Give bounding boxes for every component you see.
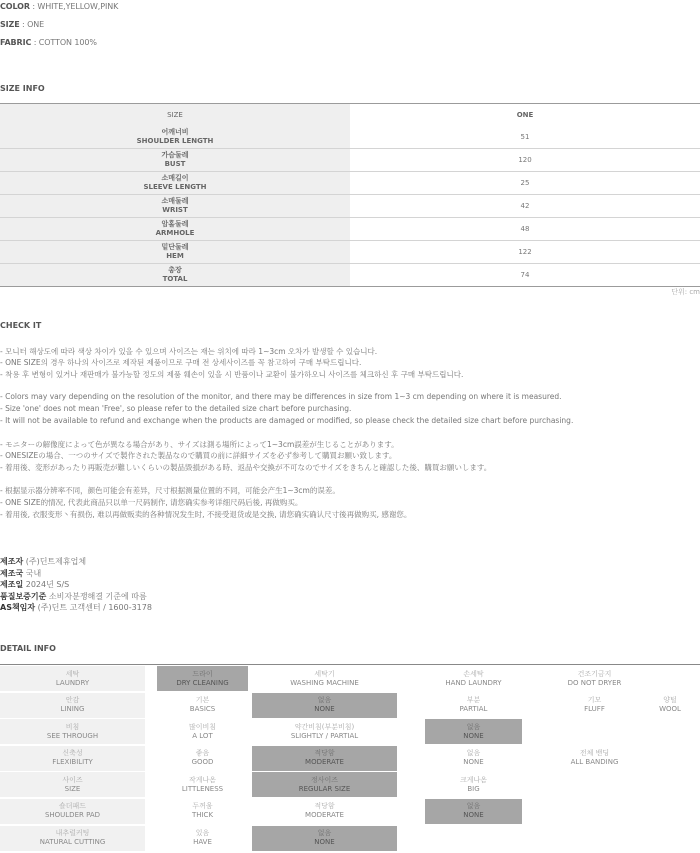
detail-option-ko: 적당함: [314, 749, 335, 758]
size-line: [0, 20, 44, 29]
size-header-value: ONE: [516, 111, 534, 119]
detail-row-label-en: NATURAL CUTTING: [39, 838, 106, 847]
size-row-label-ko: 소매둘레: [161, 197, 189, 205]
detail-row-label-ko: 사이즈: [62, 775, 83, 784]
detail-option-ko: 전체 밴딩: [579, 749, 610, 758]
detail-option-en: HAND LAUNDRY: [445, 678, 502, 687]
size-row-label-ko: 가슴둘레: [161, 151, 189, 159]
check-it-line: - 着用後、変形があったり再販売が難しいくらいの製品毀損がある時、返品や交換が不可なのでサイズをきちんと確認した後、購買お願いします。: [0, 463, 492, 472]
detail-option-ko: 기모: [587, 696, 602, 705]
size-row-label-en: TOTAL: [162, 275, 188, 283]
detail-row-label-en: SEE THROUGH: [46, 731, 99, 740]
detail-option-en: PARTIAL: [459, 705, 488, 714]
manufacture-line: [0, 568, 41, 579]
size-row-label-ko: 총장: [168, 266, 182, 274]
detail-row-label: [0, 666, 145, 691]
manufacture-key: 제조자: [0, 557, 24, 566]
size-row-label: [0, 195, 350, 217]
detail-option: [640, 693, 700, 718]
size-row-label-ko: 암홀둘레: [161, 220, 189, 228]
detail-row-label: [0, 746, 145, 771]
detail-option-ko: 드라이: [192, 669, 213, 678]
size-row-label-ko: 밑단둘레: [161, 243, 189, 251]
detail-option: [252, 693, 397, 718]
detail-option-ko: 없음: [466, 802, 481, 811]
detail-option-en: DO NOT DRYER: [567, 678, 622, 687]
detail-option-en: ALL BANDING: [570, 758, 619, 767]
detail-option: [252, 719, 397, 744]
detail-option-ko: 좋음: [195, 749, 210, 758]
detail-option-ko: 건조기금지: [577, 669, 612, 678]
check-it-line: - Colors may vary depending on the resolution of the monitor, and there may be differences in size from 1~3 cm depending on where it is measured.: [0, 392, 562, 401]
manufacture-key: AS책임자: [0, 603, 36, 612]
detail-option: [522, 746, 667, 771]
check-it-line: - ONE SIZE的情况, 代表此商品只以单一尺码制作, 请您确实参考详细尺码后後, 再做购买。: [0, 498, 303, 507]
detail-option-en: LITTLENESS: [181, 784, 224, 793]
detail-option-en: BASICS: [189, 705, 216, 714]
manufacture-value: 국내: [23, 568, 42, 578]
check-it-line: - 根据显示器分辨率不同，颜色可能会有差异，尺寸根据测量位置的不同，可能会产生1~3cm的误差。: [0, 486, 340, 495]
check-it-title: CHECK IT: [0, 321, 42, 330]
detail-option-en: FLUFF: [584, 705, 605, 714]
manufacture-line: [0, 556, 86, 567]
detail-row-label-ko: 내추럴커팅: [55, 829, 90, 838]
detail-option-en: NONE: [314, 838, 335, 847]
fabric-value: : COTTON 100%: [31, 38, 97, 47]
color-line: [0, 2, 118, 11]
detail-option-en: GOOD: [191, 758, 214, 767]
check-it-line: - Size 'one' does not mean 'Free', so please refer to the detailed size chart before purchasing.: [0, 404, 352, 413]
size-value: : ONE: [19, 20, 45, 29]
detail-option-en: WASHING MACHINE: [290, 678, 359, 687]
size-table-header: [0, 104, 700, 126]
unit-label: 단위: cm: [671, 288, 700, 296]
detail-option: [425, 666, 522, 691]
detail-option-en: MODERATE: [305, 758, 344, 767]
manufacture-value: (주)딘트 고객센터 / 1600-3178: [35, 603, 152, 612]
detail-option-ko: 손세탁: [463, 669, 484, 678]
detail-option-ko: 기본: [195, 696, 210, 705]
detail-row-label-ko: 안감: [65, 696, 80, 705]
detail-option: [425, 746, 522, 771]
detail-option: [425, 799, 522, 824]
detail-option: [252, 772, 397, 797]
color-value: : WHITE,YELLOW,PINK: [29, 2, 119, 11]
manufacture-line: [0, 591, 147, 602]
detail-option-en: SLIGHTLY / PARTIAL: [290, 731, 359, 740]
size-row-label-en: BUST: [164, 160, 186, 168]
size-info-title: SIZE INFO: [0, 84, 45, 93]
detail-option-en: NONE: [463, 731, 484, 740]
size-row-label-en: WRIST: [162, 206, 188, 214]
detail-row-label-ko: 신축성: [62, 749, 83, 758]
size-row-label-en: SHOULDER LENGTH: [136, 137, 214, 145]
size-row: [0, 194, 700, 217]
detail-option-en: REGULAR SIZE: [298, 784, 351, 793]
size-row-label: [0, 126, 350, 148]
detail-row-label-ko: 세탁: [65, 669, 80, 678]
detail-option-ko: 적당함: [314, 802, 335, 811]
detail-row-label-en: FLEXIBILITY: [52, 758, 93, 767]
detail-info-title: DETAIL INFO: [0, 644, 56, 653]
detail-row: [0, 745, 700, 772]
detail-option: [157, 772, 248, 797]
size-row-label-en: SLEEVE LENGTH: [143, 183, 207, 191]
detail-option-en: MODERATE: [305, 811, 344, 820]
detail-option: [157, 666, 248, 691]
detail-option: [252, 799, 397, 824]
size-row-label-en: HEM: [166, 252, 184, 260]
detail-option-en: NONE: [314, 705, 335, 714]
size-row: [0, 126, 700, 148]
detail-row: [0, 771, 700, 798]
size-row: [0, 240, 700, 263]
detail-option-ko: 양털: [663, 696, 677, 705]
detail-row: [0, 665, 700, 692]
detail-row-label: [0, 826, 145, 851]
size-row-value: 48: [520, 225, 530, 233]
detail-option-ko: 없음: [317, 696, 332, 705]
size-row-label: [0, 264, 350, 286]
size-row-value: 122: [518, 248, 532, 256]
detail-grid: [0, 664, 700, 851]
check-it-line: - ONE SIZE의 경우 하나의 사이즈로 제작된 제품이므로 구매 전 상세사이즈를 꼭 참고하여 구매 부탁드립니다.: [0, 358, 362, 367]
size-header-label: SIZE: [0, 104, 350, 126]
detail-option-ko: 많이비침: [188, 722, 217, 731]
detail-row-label-en: LAUNDRY: [55, 678, 90, 687]
size-row-label-ko: 소매길이: [161, 174, 189, 182]
detail-option-ko: 있음: [195, 829, 210, 838]
check-it-line: - モニターの解像度によって色が異なる場合があり、サイズは測る場所によって1~3cm誤差が生じることがあります。: [0, 440, 399, 449]
detail-row: [0, 692, 700, 719]
fabric-line: [0, 38, 97, 47]
check-it-line: - ONESIZEの場合、一つのサイズで製作された製品なので購買の前に詳細サイズを必ず参考して購買お願い致します。: [0, 451, 397, 460]
detail-option: [157, 693, 248, 718]
manufacture-key: 제조국: [0, 568, 24, 578]
detail-option: [157, 826, 248, 851]
size-row-value: 74: [520, 271, 530, 279]
size-row-value: 51: [520, 133, 530, 141]
manufacture-line: [0, 602, 152, 613]
detail-row-label: [0, 693, 145, 718]
size-row-label-en: ARMHOLE: [155, 229, 195, 237]
detail-option: [252, 826, 397, 851]
detail-option-ko: 부분: [466, 696, 481, 705]
size-row-value: 120: [518, 156, 532, 164]
manufacture-key: 제조일: [0, 580, 24, 589]
detail-option-ko: 정사이즈: [310, 775, 339, 784]
detail-option-en: HAVE: [193, 838, 212, 847]
detail-option-ko: 두꺼움: [192, 802, 213, 811]
size-key: SIZE: [0, 20, 20, 29]
detail-row-label: [0, 799, 145, 824]
size-row-value: 25: [520, 179, 530, 187]
detail-option: [425, 719, 522, 744]
detail-row: [0, 718, 700, 745]
color-key: COLOR: [0, 2, 30, 11]
detail-row-label-en: LINING: [60, 705, 85, 714]
size-table: [0, 103, 700, 287]
detail-option: [157, 719, 248, 744]
size-row: [0, 148, 700, 171]
detail-row-label-ko: 비침: [65, 722, 80, 731]
detail-row-label-ko: 숄더패드: [58, 802, 87, 811]
check-it-line: - 착용 후 변형이 있거나 재판매가 불가능할 정도의 제품 훼손이 있을 시 반품이나 교환이 불가하오니 사이즈를 체크하신 후 구매 부탁드립니다.: [0, 370, 464, 379]
detail-row-label-en: SHOULDER PAD: [44, 811, 101, 820]
detail-option: [522, 666, 667, 691]
size-row-label: [0, 149, 350, 171]
detail-option-ko: 없음: [466, 749, 481, 758]
detail-option: [252, 666, 397, 691]
detail-row-label: [0, 772, 145, 797]
detail-option-en: DRY CLEANING: [176, 678, 229, 687]
manufacture-line: [0, 579, 69, 590]
detail-option-en: BIG: [467, 784, 480, 793]
manufacture-value: (주)딘트제휴업체: [23, 557, 87, 566]
detail-option-en: NONE: [463, 758, 484, 767]
detail-option-ko: 약간비침(부분비침): [294, 722, 355, 731]
detail-option-ko: 크게나옴: [459, 775, 488, 784]
size-row-value: 42: [520, 202, 530, 210]
detail-option-en: THICK: [191, 811, 214, 820]
size-row: [0, 263, 700, 286]
detail-option: [157, 746, 248, 771]
detail-row: [0, 798, 700, 825]
check-it-line: - 모니터 해상도에 따라 색상 차이가 있을 수 있으며 사이즈는 재는 위치에 따라 1~3cm 오차가 발생할 수 있습니다.: [0, 347, 378, 356]
manufacture-value: 2024년 S/S: [23, 580, 70, 589]
detail-option-en: A LOT: [192, 731, 213, 740]
size-row-label: [0, 241, 350, 263]
detail-option: [252, 746, 397, 771]
detail-option: [157, 799, 248, 824]
detail-option: [425, 772, 522, 797]
size-row-label: [0, 172, 350, 194]
detail-option-ko: 없음: [466, 722, 481, 731]
detail-option: [425, 693, 522, 718]
detail-option-ko: 세탁기: [314, 669, 335, 678]
size-row: [0, 171, 700, 194]
size-row-label-ko: 어깨너비: [161, 128, 189, 136]
manufacture-key: 품질보증기준: [0, 591, 47, 601]
check-it-line: - It will not be available to refund and exchange when the products are damaged or modified, so please check the detailed size chart before purchasing.: [0, 416, 574, 425]
detail-option-ko: 없음: [317, 829, 332, 838]
fabric-key: FABRIC: [0, 38, 32, 47]
detail-option-en: WOOL: [659, 705, 681, 714]
detail-option-ko: 작게나옴: [188, 775, 217, 784]
detail-option-en: NONE: [463, 811, 484, 820]
size-row: [0, 217, 700, 240]
manufacture-value: 소비자분쟁해결 기준에 따름: [46, 591, 147, 601]
detail-row-label: [0, 719, 145, 744]
check-it-line: - 着用後, 衣服变形丶有损伤, 难以再做贩卖的各种情况发生时, 不接受退货或是交换, 请您确实确认尺寸後再做购买, 感谢您。: [0, 510, 412, 519]
size-row-label: [0, 218, 350, 240]
detail-row-label-en: SIZE: [64, 784, 81, 793]
detail-row: [0, 825, 700, 852]
